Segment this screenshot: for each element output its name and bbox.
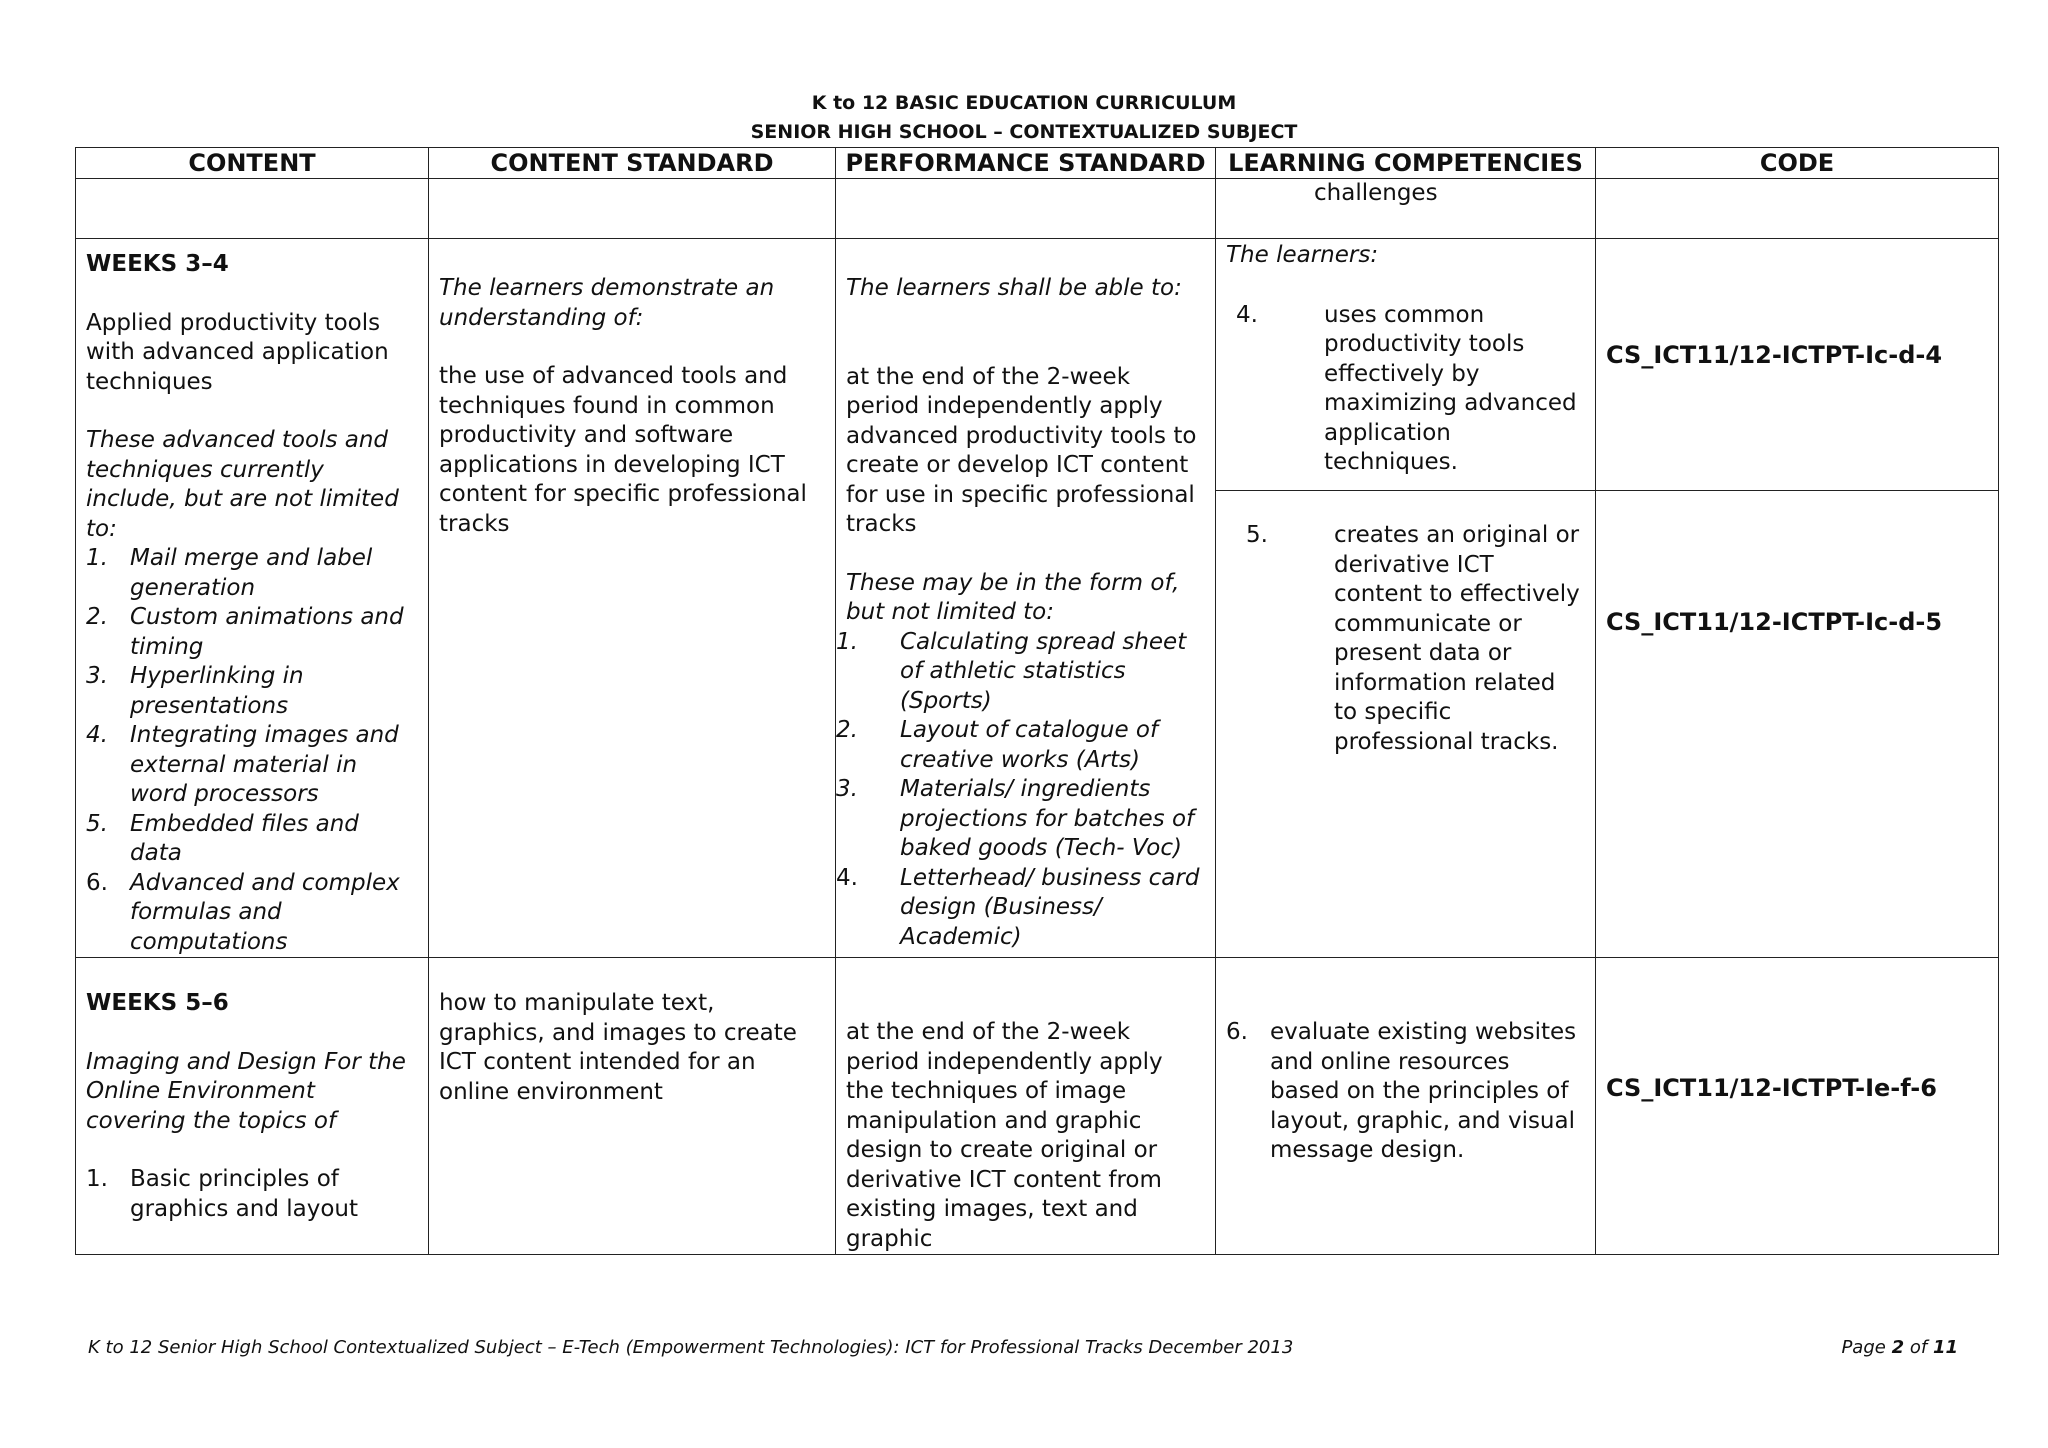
list-item: 3. Hyperlinking in presentations [86,663,304,719]
competency-text: creates an original or derivative ICT content to effectively communicate or present data or information related to specific professional tracks. [1334,522,1580,755]
list-item: 4. Letterhead/ business card design (Business/ Academic) [836,864,1200,950]
curriculum-table [75,147,1999,1255]
content-standard-cell-weeks-3-4 [429,239,836,958]
tools-intro: These advanced tools and techniques currently include, but are not limited to: [86,427,399,542]
table-header-row [76,148,1999,179]
competency-cell-6 [1216,958,1596,1255]
performance-standard-cell-weeks-3-4 [836,239,1216,958]
header-line-1: K to 12 BASIC EDUCATION CURRICULUM [811,92,1237,114]
weeks-label: WEEKS 3–4 [86,251,229,277]
col-header-content: CONTENT [76,148,429,179]
tools-list [86,544,418,957]
performance-intro: The learners shall be able to: [846,275,1182,301]
list-item: 3. Materials/ ingredients projections for batches of baked goods (Tech- Voc) [836,776,1195,861]
footer-title: K to 12 Senior High School Contextualized Subject – E-Tech (Empowerment Technologies): ICT for Professional Tracks December 2013 [88,1337,1294,1358]
content-standard-cell-weeks-5-6 [429,958,836,1255]
content-cell-weeks-3-4 [76,239,429,958]
topic-text: Imaging and Design For the Online Environment covering the topics of [86,1048,406,1134]
list-item: 1. Mail merge and label generation [86,545,373,601]
weeks-label: WEEKS 5–6 [86,990,229,1016]
competency-tail: challenges [1314,180,1438,206]
competency-number: 5. [1246,522,1268,549]
competency-code: CS_ICT11/12-ICTPT-Ie-f-6 [1606,1074,1937,1102]
table-row-weeks-5-6 [76,958,1999,1255]
list-item: 4. Integrating images and external material in word processors [86,722,399,807]
page-number: Page 2 of 11 [1841,1337,1958,1358]
col-header-code: CODE [1596,148,1999,179]
competency-number: 6. [1226,1019,1248,1045]
code-cell-6 [1596,958,1999,1255]
competency-text: evaluate existing websites and online resources based on the principles of layout, graphic, and visual message design. [1270,1019,1577,1163]
forms-list [836,628,1205,953]
col-header-performance-standard: PERFORMANCE STANDARD [836,148,1216,179]
competency-cell-5 [1216,491,1596,958]
list-item: 2. Custom animations and timing [86,604,404,660]
competency-number: 4. [1236,301,1258,328]
content-cell-weeks-5-6 [76,958,429,1255]
competency-text: uses common productivity tools effectively by maximizing advanced application techniques. [1324,301,1577,475]
list-item: 5. Embedded files and data [86,810,359,866]
table-row-continuation [76,179,1999,239]
document-header [0,88,2048,147]
content-standard-text: the use of advanced tools and techniques found in common productivity and software applications in developing ICT content for specific professional tracks [439,363,807,537]
code-cell-5 [1596,491,1999,958]
list-item: 1. Calculating spread sheet of athletic statistics (Sports) [836,628,1187,714]
header-line-2: SENIOR HIGH SCHOOL – CONTEXTUALIZED SUBJECT [750,121,1298,143]
forms-intro: These may be in the form of, but not limited to: [846,569,1180,625]
competency-cell-4 [1216,239,1596,491]
table-row-weeks-3-4 [76,239,1999,491]
topic-item-text: Basic principles of graphics and layout [130,1166,359,1222]
performance-text: at the end of the 2-week period independently apply the techniques of image manipulation and graphic design to create original or derivative ICT content from existing images, text and graphic [846,1019,1163,1252]
competency-code: CS_ICT11/12-ICTPT-Ic-d-5 [1606,608,1943,637]
competency-code: CS_ICT11/12-ICTPT-Ic-d-4 [1606,341,1943,369]
list-item: 2. Layout of catalogue of creative works (Arts) [836,717,1159,773]
list-item: 6. Advanced and complex formulas and computations [86,869,400,955]
learners-label: The learners: [1226,242,1379,268]
col-header-learning-competencies: LEARNING COMPETENCIES [1216,148,1596,179]
topic-item-number: 1. [86,1166,108,1192]
topic-text: Applied productivity tools with advanced application techniques [86,309,389,395]
code-cell-4 [1596,239,1999,491]
content-standard-intro: The learners demonstrate an understanding of: [439,275,775,331]
performance-text: at the end of the 2-week period independently apply advanced productivity tools to create or develop ICT content for use in specific professional tracks [846,363,1197,537]
content-standard-text: how to manipulate text, graphics, and images to create ICT content intended for an online environment [439,990,797,1105]
col-header-content-standard: CONTENT STANDARD [429,148,836,179]
performance-standard-cell-weeks-5-6 [836,958,1216,1255]
